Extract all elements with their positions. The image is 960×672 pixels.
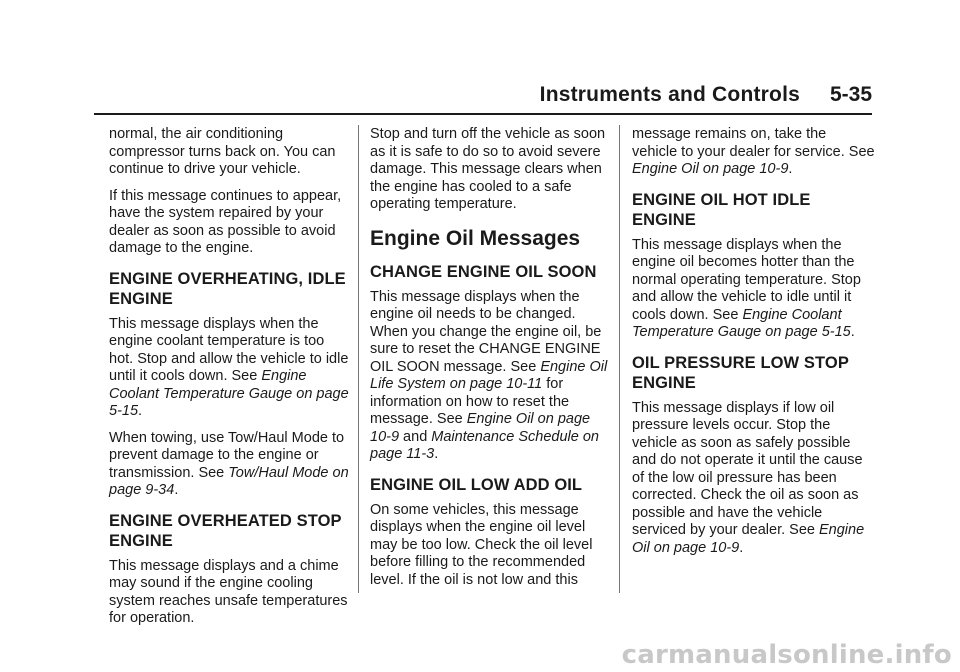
column-1 [109,126,352,637]
paragraph: normal, the air conditioning compressor turns back on. You can continue to drive your vehicle. [109,126,336,177]
subheading-engine-oil-low-add-oil: ENGINE OIL LOW ADD OIL [370,475,583,494]
cross-reference-link[interactable]: Tow/Haul Mode on page 9-34 [109,464,349,498]
paragraph-text: and [399,428,432,445]
paragraph: If this message continues to appear, have the system repaired by your dealer as soon as possible to avoid damage to the engine. [109,187,342,256]
column-divider-2 [619,125,620,593]
paragraph: This message displays and a chime may sound if the engine cooling system reaches unsafe temperatures for operation. [109,557,348,626]
cross-reference-link[interactable]: Engine Oil on page 10-9 [370,411,591,445]
paragraph-text: . [434,446,439,462]
paragraph [632,126,875,179]
paragraph-text: message remains on, take the vehicle to your dealer for service. See [632,126,875,160]
header-title: Instruments and Controls [539,83,800,106]
paragraph [632,400,875,558]
paragraph-text: This message displays if low oil pressure levels occur. Stop the vehicle as soon as safely possible and do not operate it until the cause of the low oil pressure has been corrected. Check the oil as soon as possible and have the vehicle serviced by your dealer. See [632,399,863,538]
paragraph [632,237,875,342]
paragraph-text: . [174,482,179,498]
paragraph-text: . [138,403,143,419]
cross-reference-link[interactable]: Engine Coolant Temperature Gauge on page 5-15 [109,368,349,419]
paragraph-text: When towing, use Tow/Haul Mode to prevent damage to the engine or transmission. See [109,429,345,481]
paragraph-text: for information on how to reset the message. See [370,376,570,427]
cross-reference-link[interactable]: Engine Oil on page 10-9 [632,522,865,556]
paragraph-text: This message displays when the engine oil needs to be changed. When you change the engine oil, be sure to reset the CHANGE ENGINE OIL SOON message. See [370,288,602,375]
paragraph [370,289,613,464]
paragraph [109,430,352,500]
paragraph: On some vehicles, this message displays when the engine oil level may be too low. Check the oil level before filling to the recommended level. If the oil is not low and this [370,501,593,588]
cross-reference-link[interactable]: Engine Oil on page 10-9 [632,161,789,177]
paragraph-text: This message displays when the engine oil becomes hotter than the normal operating temperature. Stop and allow the vehicle to idle until it cools down. See [632,236,861,323]
subheading-oil-pressure-low-stop: OIL PRESSURE LOW STOP ENGINE [632,353,849,392]
paragraph [109,316,352,421]
paragraph-text: . [739,539,744,556]
cross-reference-link[interactable]: Maintenance Schedule on page 11-3 [370,428,599,462]
paragraph-text: This message displays when the engine coolant temperature is too hot. Stop and allow the vehicle to idle until it cools down. See [109,315,349,384]
column-divider-1 [358,125,359,593]
subheading-engine-oil-hot-idle: ENGINE OIL HOT IDLE ENGINE [632,190,811,229]
subheading-engine-overheated-stop: ENGINE OVERHEATED STOP ENGINE [109,511,342,550]
column-3 [632,126,875,566]
watermark: carmanualsonline.info [621,640,952,670]
paragraph: Stop and turn off the vehicle as soon as it is safe to do so to avoid severe damage. This message clears when the engine has cooled to a safe operating temperature. [370,126,606,212]
paragraph-text: . [850,324,855,340]
subheading-change-engine-oil-soon: CHANGE ENGINE OIL SOON [370,262,597,281]
subheading-engine-overheating-idle: ENGINE OVERHEATING, IDLE ENGINE [109,269,346,308]
paragraph-text: . [788,161,793,177]
cross-reference-link[interactable]: Engine Coolant Temperature Gauge on page 5-15 [632,306,851,340]
section-heading-engine-oil-messages: Engine Oil Messages [370,226,581,250]
header-rule [94,113,872,115]
cross-reference-link[interactable]: Engine Oil Life System on page 10-11 [370,358,608,392]
page-number: 5-35 [829,83,872,106]
column-2 [370,126,613,598]
